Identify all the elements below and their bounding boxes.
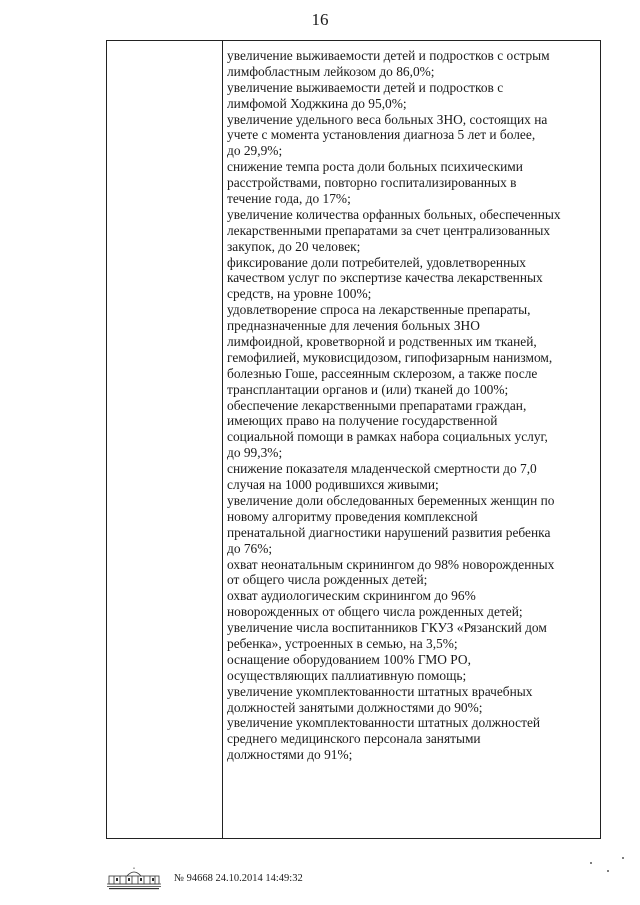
cell-text-line: увеличение числа воспитанников ГКУЗ «Рязанский дом: [227, 620, 547, 636]
cell-text-line: от общего числа рожденных детей;: [227, 572, 428, 588]
cell-text-line: случая на 1000 родившихся живыми;: [227, 477, 439, 493]
cell-text-line: увеличение удельного веса больных ЗНО, состоящих на: [227, 111, 548, 127]
cell-text-line: имеющих право на получение государственной: [227, 413, 498, 429]
cell-text-line: закупок, до 20 человек;: [227, 238, 361, 254]
cell-text-line: охват аудиологическим скринингом до 96%: [227, 588, 476, 604]
document-registration-stamp: № 94668 24.10.2014 14:49:32: [174, 873, 303, 884]
cell-text-line: средств, на уровне 100%;: [227, 286, 372, 302]
cell-text-line: новорожденных от общего числа рожденных детей;: [227, 604, 523, 620]
cell-text-line: качеством услуг по экспертизе качества лекарственных: [227, 270, 543, 286]
cell-text-line: удовлетворение спроса на лекарственные препараты,: [227, 302, 531, 318]
page-number: 16: [311, 10, 329, 29]
cell-text-line: увеличение укомплектованности штатных должностей: [227, 715, 541, 731]
cell-text-line: фиксирование доли потребителей, удовлетворенных: [227, 254, 526, 270]
cell-text-line: ребенка», устроенных в семью, на 3,5%;: [227, 635, 458, 651]
cell-text-line: учете с момента установления диагноза 5 лет и более,: [227, 127, 536, 143]
cell-text-line: обеспечение лекарственными препаратами граждан,: [227, 397, 527, 413]
scan-speck: [622, 857, 624, 859]
scan-speck: [590, 862, 592, 864]
cell-text-line: увеличение доли обследованных беременных женщин по: [227, 492, 555, 508]
document-table: [106, 40, 601, 839]
cell-text-line: увеличение выживаемости детей и подростков с острым: [227, 48, 550, 63]
cell-text-line: до 29,9%;: [227, 143, 283, 159]
cell-text-line: трансплантации органов и (или) тканей до 100%;: [227, 381, 509, 397]
cell-text-line: осуществляющих паллиативную помощь;: [227, 667, 467, 683]
cell-text-line: лимфоидной, кроветворной и родственных им тканей,: [227, 334, 537, 350]
cell-text-line: до 99,3%;: [227, 445, 283, 461]
cell-text-line: до 76%;: [227, 540, 273, 556]
building-stamp-icon: [103, 867, 165, 891]
cell-text-line: предназначенные для лечения больных ЗНО: [227, 318, 480, 334]
cell-text-line: лекарственными препаратами за счет централизованных: [227, 222, 551, 238]
cell-text-line: увеличение укомплектованности штатных врачебных: [227, 683, 533, 699]
cell-text-line: увеличение выживаемости детей и подростков с: [227, 79, 504, 95]
cell-text-line: увеличение количества орфанных больных, обеспеченных: [227, 206, 561, 222]
page-footer: [0, 867, 640, 897]
cell-text-line: снижение показателя младенческой смертности до 7,0: [227, 461, 537, 477]
cell-text-line: охват неонатальным скринингом до 98% новорожденных: [227, 556, 555, 572]
cell-text-line: среднего медицинского персонала занятыми: [227, 731, 481, 747]
cell-text-line: лимфомой Ходжкина до 95,0%;: [227, 95, 407, 111]
cell-text-line: расстройствами, повторно госпитализированных в: [227, 175, 517, 191]
cell-text-line: болезнью Гоше, рассеянным склерозом, а также после: [227, 365, 538, 381]
cell-text-line: социальной помощи в рамках набора социальных услуг,: [227, 429, 548, 445]
cell-text-line: пренатальной диагностики нарушений развития ребенка: [227, 524, 551, 540]
cell-text-line: новому алгоритму проведения комплексной: [227, 508, 478, 524]
cell-text-line: течение года, до 17%;: [227, 191, 351, 207]
scan-speck: [607, 870, 609, 872]
table-column-divider: [222, 41, 223, 838]
cell-text-line: снижение темпа роста доли больных психическими: [227, 159, 523, 175]
table-right-cell: [227, 48, 599, 763]
cell-text-line: оснащение оборудованием 100% ГМО РО,: [227, 651, 471, 667]
cell-text-line: гемофилией, муковисцидозом, гипофизарным нанизмом,: [227, 349, 553, 365]
cell-text-line: лимфобластным лейкозом до 86,0%;: [227, 63, 435, 79]
cell-text-line: должностями до 91%;: [227, 747, 353, 763]
cell-text-line: должностей занятыми должностями до 90%;: [227, 699, 483, 715]
